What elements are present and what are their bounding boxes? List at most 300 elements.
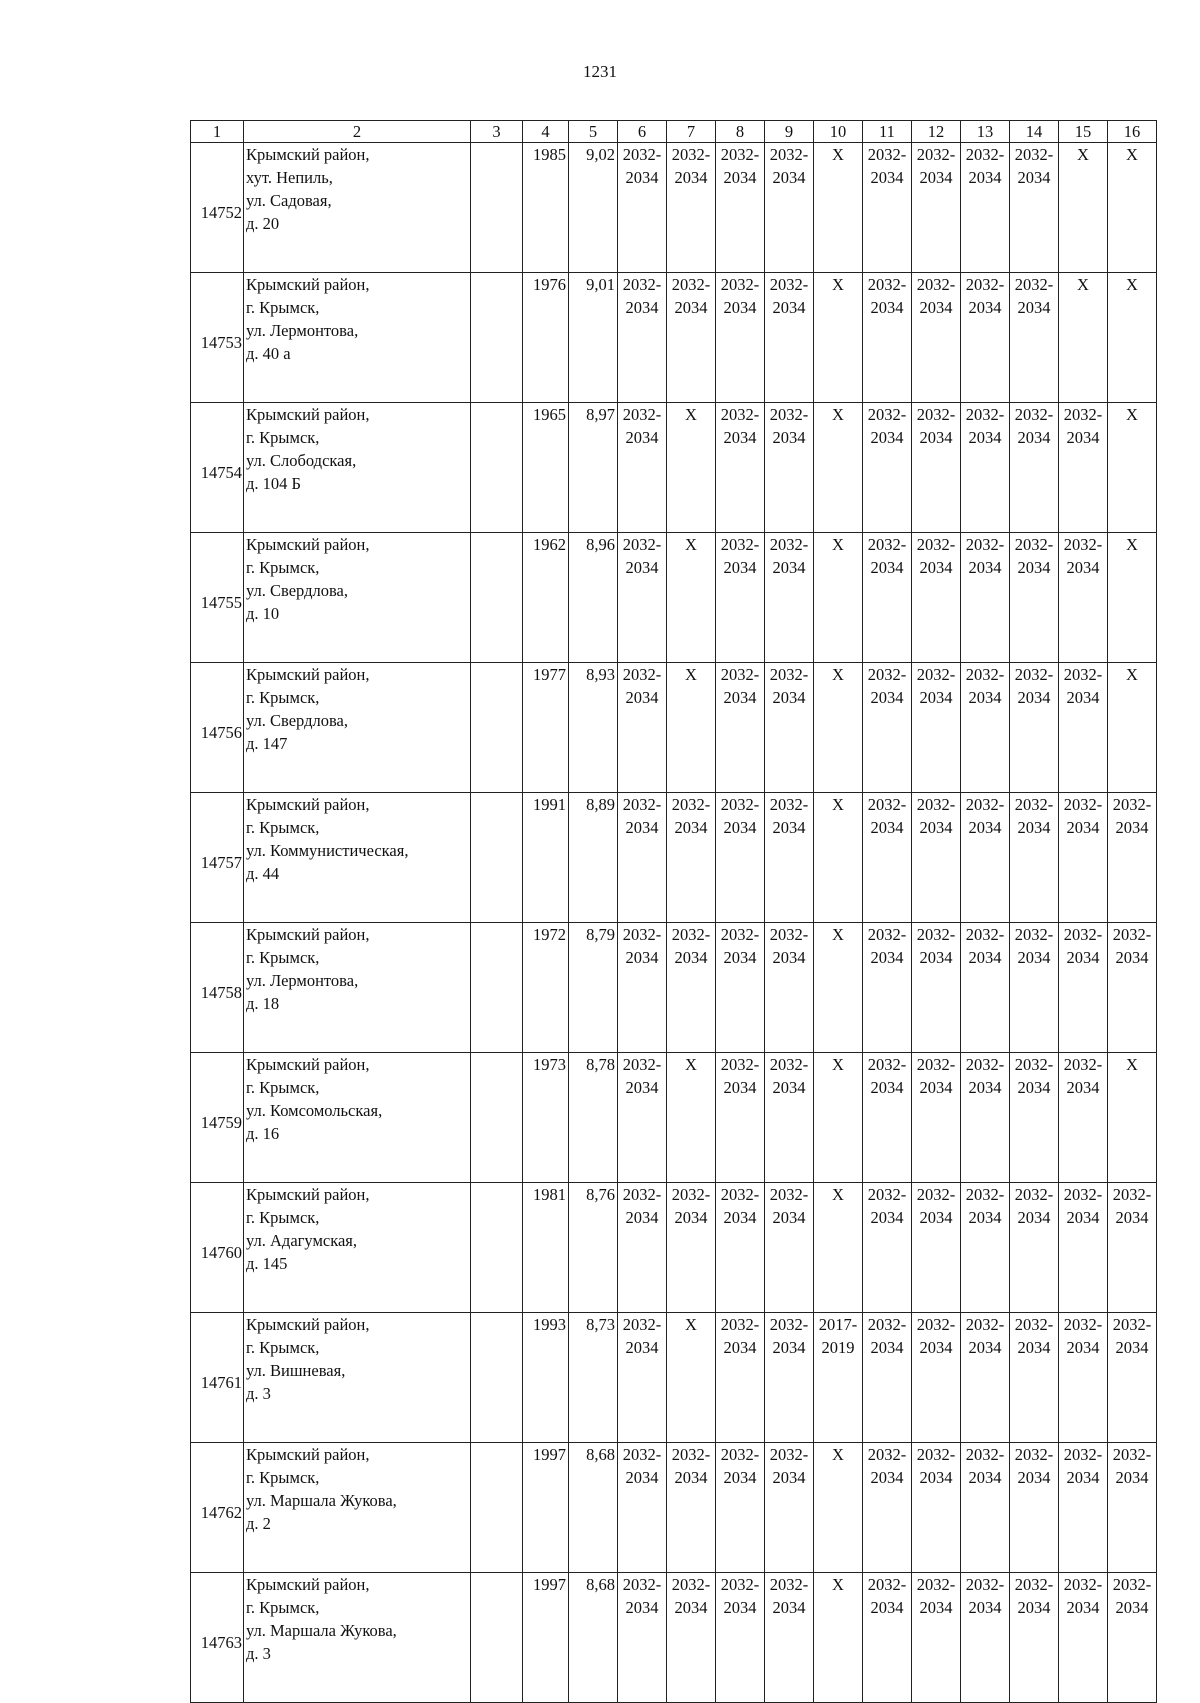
period-cell <box>1108 1313 1157 1443</box>
period-end: 2034 <box>919 1468 953 1487</box>
period-cell <box>716 1183 765 1313</box>
period-start: 2032- <box>671 145 711 164</box>
table-row <box>191 143 1157 273</box>
period-start: 2032- <box>622 1055 662 1074</box>
period-cell: Х <box>1108 533 1157 663</box>
period-start: 2032- <box>965 275 1005 294</box>
period-start: 2032- <box>1014 405 1054 424</box>
period-cell <box>912 923 961 1053</box>
period-cell <box>961 1183 1010 1313</box>
period-end: 2034 <box>1066 428 1100 447</box>
period-cell <box>1010 923 1059 1053</box>
column-header: 2 <box>244 121 471 143</box>
column-header: 8 <box>716 121 765 143</box>
period-cell <box>618 1443 667 1573</box>
period-cell <box>863 1573 912 1703</box>
period-start: 2032- <box>1014 925 1054 944</box>
table-row <box>191 663 1157 793</box>
period-cell: Х <box>814 1573 863 1703</box>
address-cell <box>244 1183 471 1313</box>
period-start: 2032- <box>720 1445 760 1464</box>
column-3-cell <box>471 273 523 403</box>
period-start: 2032- <box>965 1185 1005 1204</box>
period-end: 2034 <box>870 1468 904 1487</box>
column-header: 12 <box>912 121 961 143</box>
period-cell <box>1108 923 1157 1053</box>
period-start: 2032- <box>1063 795 1103 814</box>
period-cell <box>716 1443 765 1573</box>
period-cell <box>716 1573 765 1703</box>
period-start: 2032- <box>671 275 711 294</box>
period-cell <box>863 533 912 663</box>
period-end: 2034 <box>723 1598 757 1617</box>
period-cell <box>961 533 1010 663</box>
period-cell: Х <box>814 1053 863 1183</box>
address-line: г. Крымск, <box>246 1078 320 1097</box>
address-cell <box>244 273 471 403</box>
period-cell <box>765 1053 814 1183</box>
area-cell: 8,97 <box>569 403 618 533</box>
period-end: 2034 <box>870 298 904 317</box>
period-end: 2034 <box>772 428 806 447</box>
period-end: 2034 <box>1066 558 1100 577</box>
period-end: 2034 <box>919 1208 953 1227</box>
period-start: 2032- <box>867 1575 907 1594</box>
address-line: г. Крымск, <box>246 298 320 317</box>
address-line: д. 10 <box>246 604 280 623</box>
period-cell <box>961 273 1010 403</box>
address-line: Крымский район, <box>246 1315 370 1334</box>
period-end: 2034 <box>870 1598 904 1617</box>
period-end: 2034 <box>625 688 659 707</box>
period-end: 2034 <box>1066 1598 1100 1617</box>
period-end: 2034 <box>1115 948 1149 967</box>
address-line: ул. Адагумская, <box>246 1231 358 1250</box>
period-cell <box>1059 1053 1108 1183</box>
year-cell: 1973 <box>523 1053 569 1183</box>
period-end: 2034 <box>1066 1078 1100 1097</box>
address-line: ул. Вишневая, <box>246 1361 346 1380</box>
column-3-cell <box>471 1053 523 1183</box>
address-line: Крымский район, <box>246 925 370 944</box>
period-cell: Х <box>667 533 716 663</box>
period-start: 2032- <box>720 795 760 814</box>
period-cell <box>961 143 1010 273</box>
period-end: 2034 <box>968 1208 1002 1227</box>
period-start: 2032- <box>916 145 956 164</box>
period-cell: Х <box>1108 1053 1157 1183</box>
column-3-cell <box>471 1443 523 1573</box>
period-end: 2034 <box>968 1468 1002 1487</box>
area-cell: 8,73 <box>569 1313 618 1443</box>
period-start: 2032- <box>622 145 662 164</box>
column-3-cell <box>471 793 523 923</box>
period-start: 2032- <box>622 1575 662 1594</box>
period-end: 2034 <box>968 688 1002 707</box>
period-end: 2034 <box>674 1598 708 1617</box>
address-line: г. Крымск, <box>246 948 320 967</box>
period-start: 2032- <box>1014 1575 1054 1594</box>
column-3-cell <box>471 143 523 273</box>
period-cell <box>1010 1183 1059 1313</box>
period-cell <box>863 923 912 1053</box>
period-cell: Х <box>1059 273 1108 403</box>
period-cell <box>765 273 814 403</box>
period-cell <box>716 1053 765 1183</box>
address-line: Крымский район, <box>246 535 370 554</box>
period-end: 2034 <box>625 1338 659 1357</box>
period-end: 2034 <box>1115 1598 1149 1617</box>
address-line: ул. Слободская, <box>246 451 357 470</box>
address-line: Крымский район, <box>246 795 370 814</box>
address-line: ул. Свердлова, <box>246 581 348 600</box>
column-3-cell <box>471 403 523 533</box>
period-start: 2032- <box>916 795 956 814</box>
period-start: 2032- <box>916 1575 956 1594</box>
table-row <box>191 533 1157 663</box>
column-header: 15 <box>1059 121 1108 143</box>
period-start: 2032- <box>769 665 809 684</box>
address-line: г. Крымск, <box>246 558 320 577</box>
period-cell <box>1108 1573 1157 1703</box>
period-start: 2032- <box>867 1445 907 1464</box>
period-start: 2032- <box>916 1055 956 1074</box>
address-line: д. 40 а <box>246 344 291 363</box>
period-start: 2032- <box>1112 795 1152 814</box>
period-end: 2034 <box>919 818 953 837</box>
period-cell <box>1010 1443 1059 1573</box>
period-start: 2032- <box>622 1315 662 1334</box>
period-start: 2032- <box>622 1445 662 1464</box>
period-start: 2032- <box>720 1055 760 1074</box>
period-start: 2032- <box>769 405 809 424</box>
period-cell <box>863 273 912 403</box>
period-start: 2032- <box>1063 665 1103 684</box>
period-cell: Х <box>1108 273 1157 403</box>
row-id-cell: 14755 <box>191 533 244 663</box>
period-start: 2032- <box>1063 1055 1103 1074</box>
year-cell: 1991 <box>523 793 569 923</box>
period-end: 2034 <box>723 558 757 577</box>
address-cell <box>244 793 471 923</box>
period-start: 2032- <box>916 925 956 944</box>
period-start: 2032- <box>867 795 907 814</box>
year-cell: 1997 <box>523 1573 569 1703</box>
period-cell <box>765 403 814 533</box>
period-cell: Х <box>1108 663 1157 793</box>
area-cell: 8,79 <box>569 923 618 1053</box>
period-start: 2032- <box>720 925 760 944</box>
period-cell: Х <box>1108 403 1157 533</box>
period-end: 2034 <box>1066 1338 1100 1357</box>
period-end: 2034 <box>968 168 1002 187</box>
period-start: 2032- <box>769 1315 809 1334</box>
period-cell <box>1108 1443 1157 1573</box>
period-start: 2032- <box>769 145 809 164</box>
period-cell: Х <box>667 663 716 793</box>
address-cell <box>244 143 471 273</box>
period-cell <box>618 793 667 923</box>
period-end: 2034 <box>723 168 757 187</box>
period-start: 2032- <box>1063 1575 1103 1594</box>
address-line: ул. Свердлова, <box>246 711 348 730</box>
column-3-cell <box>471 663 523 793</box>
area-cell: 8,76 <box>569 1183 618 1313</box>
period-end: 2034 <box>919 688 953 707</box>
address-line: д. 44 <box>246 864 280 883</box>
period-end: 2034 <box>1017 168 1051 187</box>
period-start: 2032- <box>720 1575 760 1594</box>
period-end: 2034 <box>625 558 659 577</box>
period-start: 2032- <box>1014 1315 1054 1334</box>
period-start: 2032- <box>916 1445 956 1464</box>
address-line: г. Крымск, <box>246 688 320 707</box>
period-cell <box>863 1313 912 1443</box>
period-start: 2032- <box>867 405 907 424</box>
period-end: 2034 <box>1017 558 1051 577</box>
column-header: 16 <box>1108 121 1157 143</box>
period-cell <box>618 663 667 793</box>
address-line: ул. Лермонтова, <box>246 321 359 340</box>
address-line: д. 145 <box>246 1254 288 1273</box>
period-end: 2034 <box>674 1208 708 1227</box>
address-line: г. Крымск, <box>246 1598 320 1617</box>
period-cell <box>912 403 961 533</box>
period-cell <box>667 143 716 273</box>
period-cell <box>765 1313 814 1443</box>
year-cell: 1981 <box>523 1183 569 1313</box>
period-start: 2032- <box>769 1185 809 1204</box>
table-row <box>191 923 1157 1053</box>
period-end: 2034 <box>1066 1208 1100 1227</box>
period-start: 2032- <box>622 1185 662 1204</box>
period-end: 2034 <box>772 168 806 187</box>
area-cell: 8,68 <box>569 1443 618 1573</box>
period-start: 2032- <box>965 405 1005 424</box>
table-row <box>191 1573 1157 1703</box>
period-end: 2034 <box>723 948 757 967</box>
column-header: 10 <box>814 121 863 143</box>
period-end: 2034 <box>625 948 659 967</box>
column-header: 6 <box>618 121 667 143</box>
address-line: д. 16 <box>246 1124 280 1143</box>
period-end: 2034 <box>968 948 1002 967</box>
period-end: 2034 <box>919 558 953 577</box>
period-end: 2034 <box>772 558 806 577</box>
period-end: 2034 <box>919 1338 953 1357</box>
period-start: 2032- <box>720 665 760 684</box>
table-row <box>191 1183 1157 1313</box>
period-start: 2032- <box>867 535 907 554</box>
period-start: 2032- <box>769 1445 809 1464</box>
period-start: 2032- <box>916 535 956 554</box>
period-cell <box>1010 273 1059 403</box>
period-start: 2032- <box>965 535 1005 554</box>
period-cell: Х <box>814 1183 863 1313</box>
period-cell <box>1059 1573 1108 1703</box>
page-number: 1231 <box>583 62 617 81</box>
period-cell <box>1010 533 1059 663</box>
period-start: 2032- <box>965 1315 1005 1334</box>
period-start: 2032- <box>622 275 662 294</box>
period-cell <box>1108 793 1157 923</box>
period-end: 2034 <box>625 1208 659 1227</box>
address-line: ул. Комсомольская, <box>246 1101 383 1120</box>
address-line: г. Крымск, <box>246 1338 320 1357</box>
period-cell <box>618 533 667 663</box>
address-cell <box>244 1443 471 1573</box>
area-cell: 8,96 <box>569 533 618 663</box>
address-line: ул. Лермонтова, <box>246 971 359 990</box>
area-cell: 9,01 <box>569 273 618 403</box>
period-cell <box>1108 1183 1157 1313</box>
address-line: д. 18 <box>246 994 280 1013</box>
period-start: 2032- <box>720 1315 760 1334</box>
period-cell <box>863 1443 912 1573</box>
period-end: 2034 <box>674 298 708 317</box>
row-id-cell: 14762 <box>191 1443 244 1573</box>
period-start: 2032- <box>622 535 662 554</box>
period-end: 2034 <box>625 1078 659 1097</box>
period-start: 2032- <box>965 925 1005 944</box>
address-line: г. Крымск, <box>246 1468 320 1487</box>
table-row <box>191 1053 1157 1183</box>
period-end: 2034 <box>723 1208 757 1227</box>
period-cell: Х <box>667 1053 716 1183</box>
period-cell <box>765 663 814 793</box>
area-cell: 8,68 <box>569 1573 618 1703</box>
period-end: 2034 <box>1066 688 1100 707</box>
period-cell <box>1059 793 1108 923</box>
address-cell <box>244 663 471 793</box>
period-cell <box>765 923 814 1053</box>
period-end: 2034 <box>870 1208 904 1227</box>
period-end: 2034 <box>968 818 1002 837</box>
address-line: д. 20 <box>246 214 280 233</box>
period-cell: Х <box>1108 143 1157 273</box>
period-cell <box>912 273 961 403</box>
period-start: 2032- <box>867 1315 907 1334</box>
period-end: 2034 <box>723 428 757 447</box>
period-start: 2032- <box>720 145 760 164</box>
table-row <box>191 403 1157 533</box>
period-start: 2032- <box>965 795 1005 814</box>
period-cell <box>961 793 1010 923</box>
period-end: 2034 <box>723 818 757 837</box>
period-end: 2034 <box>625 168 659 187</box>
period-cell <box>716 403 765 533</box>
address-cell <box>244 1313 471 1443</box>
period-end: 2034 <box>919 1078 953 1097</box>
period-cell: Х <box>814 403 863 533</box>
period-cell <box>667 1183 716 1313</box>
period-start: 2032- <box>867 665 907 684</box>
period-end: 2034 <box>919 298 953 317</box>
address-line: Крымский район, <box>246 275 370 294</box>
period-end: 2034 <box>1017 1468 1051 1487</box>
period-cell <box>1010 1053 1059 1183</box>
period-start: 2032- <box>769 535 809 554</box>
period-cell <box>912 143 961 273</box>
column-header: 7 <box>667 121 716 143</box>
period-cell <box>1059 1313 1108 1443</box>
period-cell <box>912 1573 961 1703</box>
period-cell <box>961 663 1010 793</box>
table-row <box>191 273 1157 403</box>
period-start: 2032- <box>916 405 956 424</box>
period-end: 2034 <box>870 1338 904 1357</box>
period-start: 2032- <box>1112 1185 1152 1204</box>
period-start: 2032- <box>1014 665 1054 684</box>
period-cell <box>1059 1183 1108 1313</box>
address-line: г. Крымск, <box>246 818 320 837</box>
period-cell <box>912 793 961 923</box>
area-cell: 8,78 <box>569 1053 618 1183</box>
period-cell: Х <box>814 1443 863 1573</box>
period-end: 2034 <box>968 1078 1002 1097</box>
period-start: 2032- <box>1014 1445 1054 1464</box>
period-cell <box>1010 403 1059 533</box>
column-3-cell <box>471 1313 523 1443</box>
period-cell <box>912 1313 961 1443</box>
address-cell <box>244 1573 471 1703</box>
period-cell <box>961 403 1010 533</box>
period-cell <box>716 533 765 663</box>
period-start: 2032- <box>867 145 907 164</box>
period-cell <box>1059 403 1108 533</box>
column-header: 14 <box>1010 121 1059 143</box>
period-cell <box>667 1443 716 1573</box>
period-cell: Х <box>814 273 863 403</box>
period-end: 2034 <box>919 1598 953 1617</box>
address-cell <box>244 1053 471 1183</box>
period-start: 2032- <box>1014 535 1054 554</box>
row-id-cell: 14758 <box>191 923 244 1053</box>
period-end: 2019 <box>821 1338 855 1357</box>
period-end: 2034 <box>625 428 659 447</box>
period-start: 2032- <box>1014 275 1054 294</box>
address-cell <box>244 923 471 1053</box>
row-id-cell: 14763 <box>191 1573 244 1703</box>
period-start: 2032- <box>965 145 1005 164</box>
period-start: 2032- <box>720 405 760 424</box>
period-cell <box>1059 923 1108 1053</box>
period-cell: Х <box>814 923 863 1053</box>
period-cell <box>765 1573 814 1703</box>
period-cell <box>1010 663 1059 793</box>
period-start: 2032- <box>769 275 809 294</box>
address-line: Крымский район, <box>246 1185 370 1204</box>
column-3-cell <box>471 533 523 663</box>
column-header: 11 <box>863 121 912 143</box>
period-start: 2032- <box>769 925 809 944</box>
row-id-cell: 14760 <box>191 1183 244 1313</box>
column-3-cell <box>471 923 523 1053</box>
period-end: 2034 <box>723 688 757 707</box>
period-start: 2032- <box>1063 1315 1103 1334</box>
period-end: 2034 <box>1017 1208 1051 1227</box>
period-cell: Х <box>814 143 863 273</box>
period-cell <box>912 663 961 793</box>
period-cell <box>863 403 912 533</box>
period-cell <box>1010 1313 1059 1443</box>
period-start: 2032- <box>622 795 662 814</box>
period-cell <box>667 793 716 923</box>
period-end: 2034 <box>674 168 708 187</box>
address-line: Крымский район, <box>246 145 370 164</box>
period-end: 2034 <box>1017 818 1051 837</box>
period-start: 2032- <box>622 405 662 424</box>
